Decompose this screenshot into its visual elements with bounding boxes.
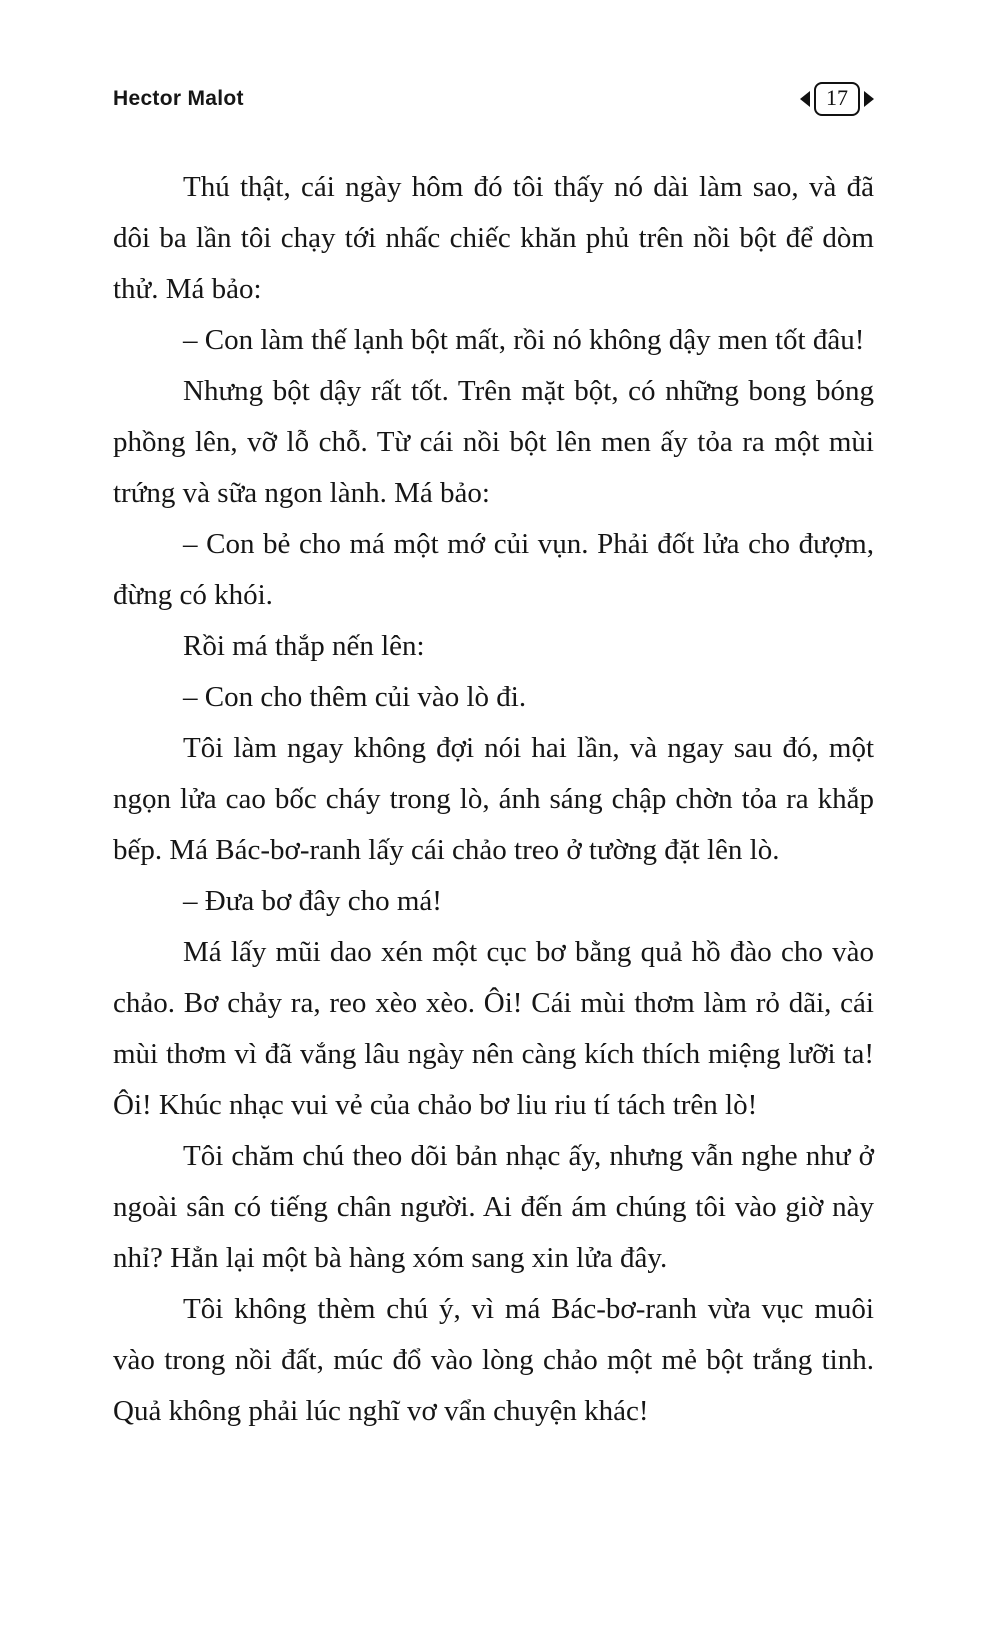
paragraph: Thú thật, cái ngày hôm đó tôi thấy nó dài làm sao, và đã dôi ba lần tôi chạy tới nhấc chiếc khăn phủ trên nồi bột để dòm thử. Má bảo: xyxy=(113,171,874,305)
paragraph: Rồi má thắp nến lên: xyxy=(183,630,425,662)
paragraph: Tôi chăm chú theo dõi bản nhạc ấy, nhưng vẫn nghe như ở ngoài sân có tiếng chân người. Ai đến ám chúng tôi vào giờ này nhỉ? Hẳn lại một bà hàng xóm sang xin lửa đây. xyxy=(113,1140,874,1274)
author-name: Hector Malot xyxy=(113,87,244,110)
paragraph-dialogue: – Con làm thế lạnh bột mất, rồi nó không dậy men tốt đâu! xyxy=(183,324,865,356)
page-indicator xyxy=(800,82,874,116)
paragraph-dialogue: – Đưa bơ đây cho má! xyxy=(183,885,442,917)
paragraph-dialogue: – Con cho thêm củi vào lò đi. xyxy=(183,681,527,713)
paragraph: Tôi không thèm chú ý, vì má Bác-bơ-ranh vừa vục muôi vào trong nồi đất, múc đổ vào lòng chảo một mẻ bột trắng tinh. Quả không phải lúc nghĩ vơ vẩn chuyện khác! xyxy=(113,1293,874,1427)
paragraph: Má lấy mũi dao xén một cục bơ bằng quả hồ đào cho vào chảo. Bơ chảy ra, reo xèo xèo. Ôi! Cái mùi thơm làm rỏ dãi, cái mùi thơm vì đã vắng lâu ngày nên càng kích thích miệng lưỡi ta! Ôi! Khúc nhạc vui vẻ của chảo bơ liu riu tí tách trên lò! xyxy=(113,936,874,1121)
page-number: 17 xyxy=(814,82,860,116)
paragraph-dialogue: – Con bẻ cho má một mớ củi vụn. Phải đốt lửa cho đượm, đừng có khói. xyxy=(113,528,874,611)
page-header xyxy=(113,82,874,116)
next-page-arrow-icon xyxy=(864,91,874,107)
prev-page-arrow-icon xyxy=(800,91,810,107)
paragraph: Nhưng bột dậy rất tốt. Trên mặt bột, có những bong bóng phồng lên, vỡ lỗ chỗ. Từ cái nồi bột lên men ấy tỏa ra một mùi trứng và sữa ngon lành. Má bảo: xyxy=(113,375,874,509)
paragraph: Tôi làm ngay không đợi nói hai lần, và ngay sau đó, một ngọn lửa cao bốc cháy trong lò, ánh sáng chập chờn tỏa ra khắp bếp. Má Bác-bơ-ranh lấy cái chảo treo ở tường đặt lên lò. xyxy=(113,732,874,866)
page-body xyxy=(113,162,874,1437)
